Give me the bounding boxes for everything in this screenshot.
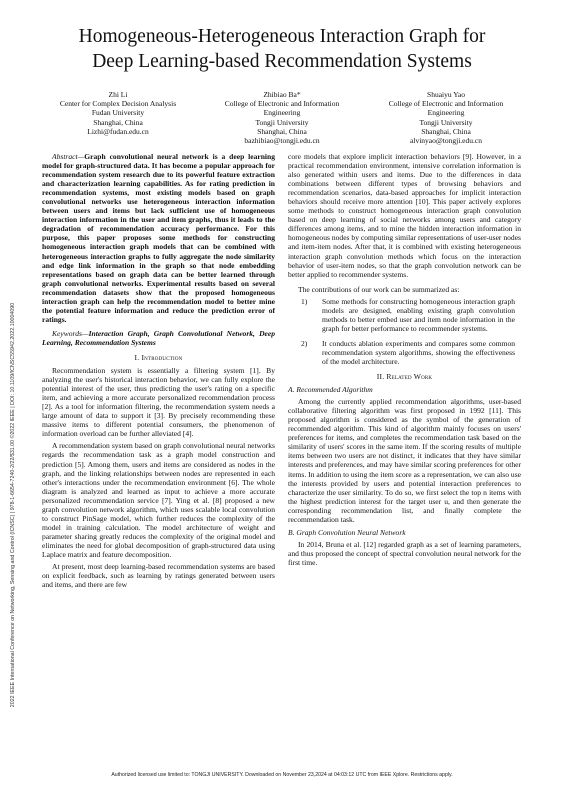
gcn-paragraph: In 2014, Bruna et al. [12] regarded graph as a set of learning parameters, and thus proposed the concept of spectral convolution neural network for the first time. [288, 539, 521, 567]
author-affiliation-line: Tongji University [255, 117, 309, 127]
keywords-text: Interaction Graph, Graph Convolutional Network, Deep Learning, Recommendation Systems [42, 328, 275, 347]
intro-paragraph-1: Recommendation system is essentially a filtering system [1]. By analyzing the user's historical interaction behavior, we can fully explore the potential interest of the user, thus predicting the user's rating on a specific item, and achieving a more accurate personalized recommendation process [2]. As a tool for information filtering, the recommendation system needs a large amount of data to support it [3]. By precisely recommending these massive items to different potential consumers, the phenomenon of information overload can be further alleviated [4]. [42, 366, 275, 439]
doi-sidebar-text: 2022 IEEE International Conference on Networking, Sensing and Control (ICNSC) | 978-1-6654-7240-2/22/$31.00 ©2022 IEEE | DOI: 10.1109/ICNSC55942.2022.10004090 [10, 302, 16, 708]
intro-paragraph-2: A recommendation system based on graph convolutional neural networks regards the recommendation task as a graph model construction and prediction [5]. Among them, users and items are considered as nodes in the graph, and the linking relationships between nodes are represented in each other's interactions under the recommendation environment [6]. The whole diagram is analyzed and learned as input to achieve a more accurate personalized recommendation service [7]. Ying et al. [8] proposed a new graph convolution network algorithm, which uses scalable local convolution to construct PinSage model, which further reduces the complexity of the model in training calculation. The model architecture of weight and parameter sharing greatly reduces the complexity of the original model and eliminates the need for global decomposition of graph-structured data using Laplace matrix and feature decomposition. [42, 441, 275, 559]
subsection-heading-recommended-algorithm: A. Recommended Algorithm [288, 385, 373, 395]
keywords-lead: Keywords— [52, 328, 89, 338]
author-3 [366, 90, 526, 145]
author-affiliation-line: Center for Complex Decision Analysis [59, 99, 177, 109]
author-email: alvinyao@tongji.edu.cn [410, 136, 482, 146]
title-line-1: Homogeneous-Heterogeneous Interaction Graph for [78, 26, 486, 47]
contributions-intro: The contributions of our work can be summarized as: [298, 284, 460, 294]
author-name: Shuaiyu Yao [427, 90, 465, 99]
contribution-item [288, 297, 521, 333]
author-affiliation-line: College of Electronic and Information [224, 99, 340, 109]
intro-paragraph-3: At present, most deep learning-based recommendation systems are based on explicit feedback, such as learning by ratings generated between users and items, and there are few [42, 562, 275, 590]
contributions-list [288, 297, 521, 366]
contribution-text: Some methods for constructing homogeneous interaction graph models are designed, enabling existing graph convolution methods to better embed user and item node information in the graph for better performance to recommender systems. [322, 296, 515, 333]
author-email: Lizhi@fudan.edu.cn [87, 126, 149, 136]
author-affiliation-line: Tongji University [419, 117, 473, 127]
license-footer: Authorized licensed use limited to: TONGJI UNIVERSITY. Downloaded on November 23,2024 at 04:03:12 UTC from IEEE Xplore. Restrictions apply. [111, 772, 453, 778]
section-heading-related-work: II. Related Work [376, 372, 433, 382]
contribution-number: 2) [301, 338, 308, 348]
author-1 [38, 90, 198, 145]
title-line-2: Deep Learning-based Recommendation Systems [92, 51, 472, 72]
left-column [42, 152, 275, 589]
contribution-item [288, 339, 521, 366]
keywords [42, 329, 275, 347]
abstract-text: Graph convolutional neural network is a deep learning model for graph-structured data. It has become a popular approach for recommendation system research due to its powerful feature extraction and characterization learning capabilities. As for rating prediction in recommendation systems, most existing models based on graph convolutional networks use heterogeneous interaction information between users and items but lack sufficient use of homogeneous interaction information in the user and item graphs, thus it leads to the degradation of recommendation accuracy performance. For this purpose, this paper proposes some methods for constructing homogeneous interaction graph models that can be combined with heterogeneous interaction graphs to fully aggregate the node similarity and edge link information in the graph so that node embedding representations based on graph data can be better learned through graph convolutional networks. Experimental results based on several recommendation datasets show that the proposed homogeneous interaction graph can help the recommendation model to better mine the potential feature information and reduce the prediction error of ratings. [42, 152, 275, 324]
author-affiliation-line: Fudan University [91, 108, 145, 118]
author-affiliation-line: College of Electronic and Information [388, 99, 504, 109]
author-name: Zhibiao Ba* [263, 90, 301, 99]
section-heading-introduction: I. Introduction [134, 352, 183, 362]
author-affiliation-line: Shanghai, China [421, 126, 471, 136]
author-2 [202, 90, 362, 145]
contribution-text: It conducts ablation experiments and compares some common recommendation system algorithms, showing the effectiveness of the model architecture. [322, 338, 515, 366]
author-block [38, 90, 526, 145]
paper-title [0, 24, 564, 74]
contribution-number: 1) [301, 296, 308, 306]
author-affiliation-line: Shanghai, China [257, 126, 307, 136]
author-affiliation-line: Shanghai, China [93, 117, 143, 127]
intro-paragraph-continued: core models that explore implicit interaction behaviors [9]. However, in a practical recommendation environment, intensive correlation information is also generated within users and items. Due to the differences in data combinations between different types of browsing behaviors and recommendation scenarios, data-based approaches for implicit interaction behaviors should receive more attention [10]. This paper actively explores some methods to construct homogeneous interaction graph convolution based on deep learning of social networks among users and category differences among items, and to mine the hidden interaction information in homogeneous nodes by computing similar representations of user-user nodes and item-item nodes. After that, it is combined with existing heterogeneous interaction graph convolution methods which focus on the interaction behavior of user-item nodes, so that the graph convolution network can be better applied to recommender systems. [288, 152, 521, 279]
author-affiliation-line: Engineering [263, 108, 301, 118]
abstract-lead: Abstract— [52, 152, 85, 161]
right-column [288, 152, 521, 567]
abstract [42, 152, 275, 324]
recommended-algorithm-paragraph: Among the currently applied recommendation algorithms, user-based collaborative filtering algorithm was first proposed in 1992 [11]. This proposed algorithm is considered as the symbol of the generation of recommended algorithm. This kind of algorithm mainly focuses on users' preferences for items, and completes the recommendation task based on the similarity of users' scores in the same item. If the scoring results of multiple items between two users are not distinct, it indicates that they have similar interests and preferences, and may have similar scoring preferences for other items. In addition to using the item score as a representation, we can also use the interests provided by users and potential interaction preferences to characterize the user similarity. To do so, we first select the top n items with the highest prediction interest for the target user u, and then generate the corresponding recommendation list, and finally complete the recommendation task. [288, 397, 521, 524]
subsection-heading-gcn: B. Graph Convolution Neural Network [288, 527, 406, 537]
author-affiliation-line: Engineering [427, 108, 465, 118]
author-email: bazhibiao@tongji.edu.cn [244, 136, 320, 146]
doi-sidebar [7, 260, 19, 750]
author-name: Zhi Li [108, 90, 128, 99]
